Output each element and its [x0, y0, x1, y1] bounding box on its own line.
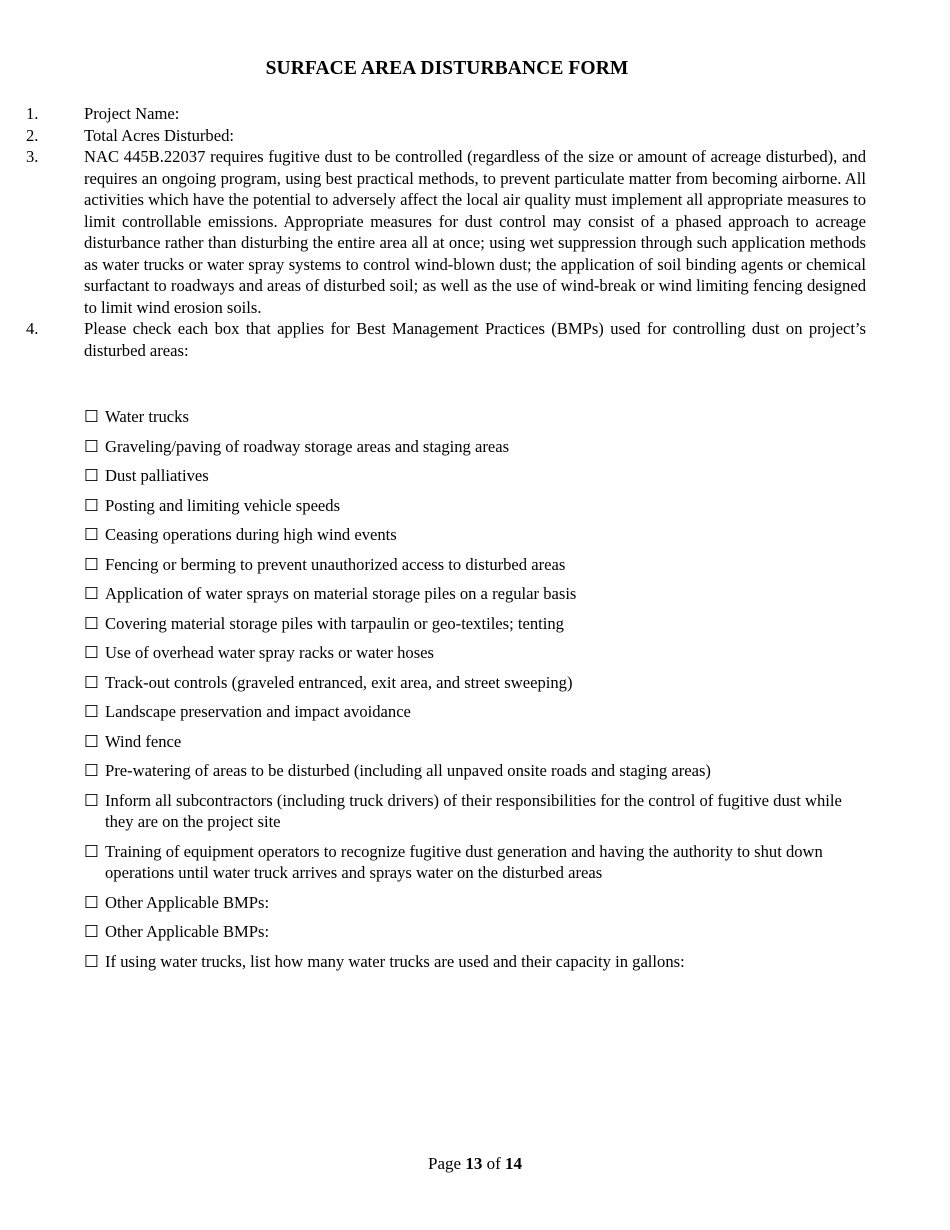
- item-bmp-instructions: [26, 318, 876, 361]
- bmp-checklist-item: [84, 921, 874, 943]
- checkbox-icon[interactable]: ☐: [84, 495, 99, 515]
- checkbox-icon[interactable]: ☐: [84, 841, 99, 861]
- bmp-checklist: [84, 406, 874, 980]
- item-text: NAC 445B.22037 requires fugitive dust to be controlled (regardless of the size or amount of acreage disturbed), and requires an ongoing program, using best practical methods, to prevent particulate matter from becoming airborne. All activities which have the potential to adversely affect the local air quality must implement all appropriate measures to limit controllable emissions. Appropriate measures for dust control may consist of a phased approach to acreage disturbance rather than disturbing the entire area all at once; using wet suppression through such application methods as water trucks or water spray systems to control wind-blown dust; the application of soil binding agents or chemical surfactant to roadways and areas of disturbed soil; as well as the use of wind-break or wind limiting fencing designed to limit wind erosion soils.: [84, 147, 866, 317]
- checkbox-icon[interactable]: ☐: [84, 613, 99, 633]
- page-footer: [0, 1153, 950, 1175]
- bmp-checklist-item: [84, 406, 874, 428]
- item-number: 2.: [26, 125, 39, 145]
- bmp-label: Covering material storage piles with tarpaulin or geo-textiles; tenting: [105, 613, 564, 633]
- checkbox-icon[interactable]: ☐: [84, 922, 99, 941]
- bmp-label: Posting and limiting vehicle speeds: [105, 495, 341, 515]
- item-text: Total Acres Disturbed:: [84, 125, 234, 145]
- checkbox-icon[interactable]: ☐: [84, 436, 99, 456]
- item-number: 4.: [26, 319, 39, 338]
- bmp-checklist-item: [84, 613, 874, 635]
- page-of-label: of: [486, 1154, 501, 1173]
- checkbox-icon[interactable]: ☐: [84, 951, 99, 971]
- bmp-label: Graveling/paving of roadway storage areas and staging areas: [105, 436, 510, 456]
- bmp-checklist-item: [84, 436, 874, 458]
- bmp-checklist-item: [84, 642, 874, 664]
- bmp-checklist-item: [84, 892, 874, 914]
- bmp-checklist-item: [84, 583, 874, 605]
- bmp-label: Application of water sprays on material storage piles on a regular basis: [105, 584, 577, 603]
- bmp-label: Pre-watering of areas to be disturbed (including all unpaved onsite roads and staging areas): [105, 761, 711, 780]
- bmp-label: Wind fence: [105, 731, 182, 751]
- checkbox-icon[interactable]: ☐: [84, 731, 99, 751]
- bmp-label: Use of overhead water spray racks or water hoses: [105, 643, 434, 662]
- item-text: Please check each box that applies for Best Management Practices (BMPs) used for controlling dust on project’s disturbed areas:: [84, 319, 866, 360]
- bmp-label: Landscape preservation and impact avoidance: [105, 702, 411, 721]
- bmp-checklist-item: [84, 465, 874, 487]
- bmp-label: Track-out controls (graveled entranced, exit area, and street sweeping): [105, 672, 573, 692]
- bmp-label: Ceasing operations during high wind events: [105, 525, 397, 544]
- checkbox-icon[interactable]: ☐: [84, 702, 99, 721]
- bmp-checklist-item: [84, 495, 874, 517]
- bmp-label: If using water trucks, list how many water trucks are used and their capacity in gallons:: [105, 951, 685, 971]
- bmp-label: Training of equipment operators to recognize fugitive dust generation and having the authority to shut down operations until water truck arrives and sprays water on the disturbed areas: [105, 841, 823, 882]
- checkbox-icon[interactable]: ☐: [84, 672, 99, 692]
- item-number: 1.: [26, 104, 39, 123]
- bmp-label: Fencing or berming to prevent unauthorized access to disturbed areas: [105, 554, 566, 574]
- checkbox-icon[interactable]: ☐: [84, 466, 99, 485]
- bmp-checklist-item: [84, 841, 874, 884]
- bmp-label: Dust palliatives: [105, 466, 209, 485]
- page-current: 13: [465, 1154, 483, 1173]
- bmp-label: Other Applicable BMPs:: [105, 892, 270, 912]
- page-label: Page: [428, 1154, 462, 1173]
- bmp-checklist-item: [84, 731, 874, 753]
- checkbox-icon[interactable]: ☐: [84, 892, 99, 912]
- bmp-checklist-item: [84, 524, 874, 546]
- checkbox-icon[interactable]: ☐: [84, 790, 99, 810]
- bmp-label: Inform all subcontractors (including truck drivers) of their responsibilities for the control of fugitive dust while they are on the project site: [105, 790, 842, 831]
- bmp-checklist-item: [84, 672, 874, 694]
- item-project-name: [26, 103, 876, 125]
- bmp-checklist-item: [84, 701, 874, 723]
- checkbox-icon[interactable]: ☐: [84, 761, 99, 780]
- item-nac-requirement: [26, 146, 876, 318]
- numbered-items: [26, 103, 876, 361]
- item-text: Project Name:: [84, 104, 180, 123]
- item-number: 3.: [26, 147, 39, 166]
- bmp-checklist-item: [84, 951, 874, 973]
- checkbox-icon[interactable]: ☐: [84, 643, 99, 662]
- checkbox-icon[interactable]: ☐: [84, 554, 99, 574]
- form-title: SURFACE AREA DISTURBANCE FORM: [265, 58, 629, 79]
- item-total-acres: [26, 125, 876, 147]
- bmp-label: Water trucks: [105, 407, 189, 426]
- bmp-checklist-item: [84, 760, 874, 782]
- page-total: 14: [504, 1154, 522, 1173]
- bmp-checklist-item: [84, 790, 874, 833]
- bmp-label: Other Applicable BMPs:: [105, 922, 270, 941]
- checkbox-icon[interactable]: ☐: [84, 584, 99, 603]
- checkbox-icon[interactable]: ☐: [84, 407, 99, 426]
- bmp-checklist-item: [84, 554, 874, 576]
- checkbox-icon[interactable]: ☐: [84, 525, 99, 544]
